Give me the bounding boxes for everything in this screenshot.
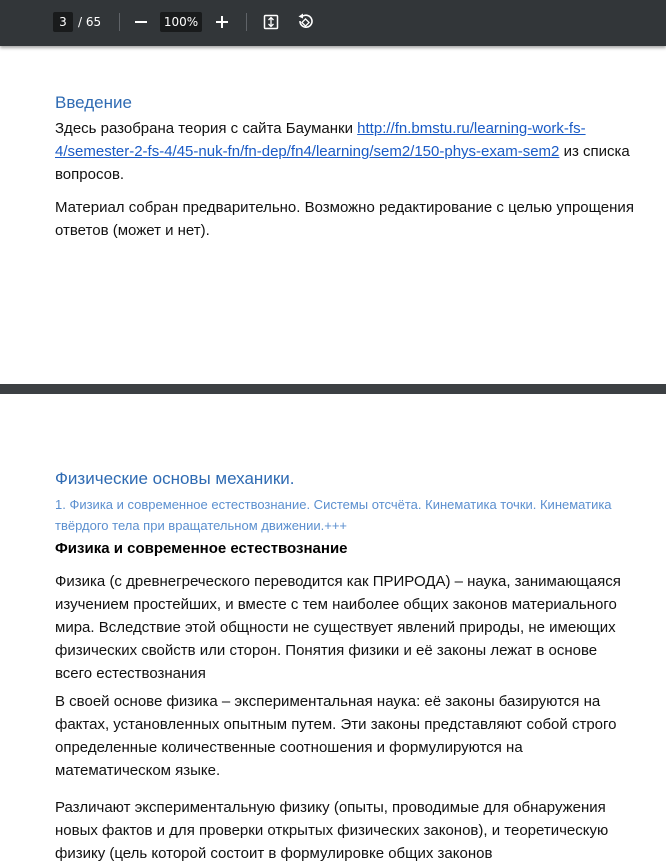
zoom-input[interactable]: 100% [160,12,202,32]
fit-page-icon [263,14,279,30]
pdf-page-3 [0,46,666,384]
fit-page-button[interactable] [261,12,281,32]
subsection-heading: 1. Физика и современное естествознание. Системы отсчёта. Кинематика точки. Кинематика твёрдого тела при вращательном движении.+++ [55,497,612,533]
source-link[interactable]: http://fn.bmstu.ru/learning-work-fs-4/semester-2-fs-4/45-nuk-fn/fn-dep/fn4/learning/sem2/150-phys-exam-sem2 [55,120,586,160]
disclaimer-paragraph: Материал собран предварительно. Возможно редактирование с целью упрощения ответов (может и нет). [55,199,634,239]
toolbar-divider [119,13,120,31]
page-total-label: / 65 [78,15,102,29]
toolbar-divider [246,13,247,31]
intro-text-start: Здесь разобрана теория с сайта Бауманки [55,120,358,137]
physics-paragraph-1: Физика (с древнегреческого переводится как ПРИРОДА) – наука, занимающаяся изучением простейших, и вместе с тем наиболее общих законов материального мира. Вследствие этой общности не существует явлений природы, не имеющих физических свойств или сторон. Понятия физики и её законы лежат в основе всего естествознания [55,573,621,682]
intro-text-end: из списка вопросов. [55,143,630,183]
page-gap [0,384,666,394]
rotate-icon [296,13,314,31]
minus-icon [134,15,148,29]
zoom-in-button[interactable] [212,12,232,32]
pdf-toolbar [0,0,666,46]
intro-paragraph [55,117,637,186]
rotate-button[interactable] [295,12,315,32]
section-heading-mechanics: Физические основы механики. [55,469,295,488]
pdf-page-4 [0,394,666,862]
physics-paragraph-2: В своей основе физика – экспериментальная наука: её законы базируются на фактах, установленных опытным путем. Эти законы представляют собой строго определенные количественные соотношения и формулируются на математическом языке. [55,693,617,779]
topic-title: Физика и современное естествознание [55,540,348,557]
plus-icon [215,15,229,29]
section-heading-intro: Введение [55,93,132,112]
physics-paragraph-3: Различают экспериментальную физику (опыты, проводимые для обнаружения новых фактов и для проверки открытых физических законов), и теоретическую физику (цель которой состоит в формулировке общих законов [55,799,609,862]
zoom-out-button[interactable] [131,12,151,32]
page-number-input[interactable]: 3 [53,12,73,32]
